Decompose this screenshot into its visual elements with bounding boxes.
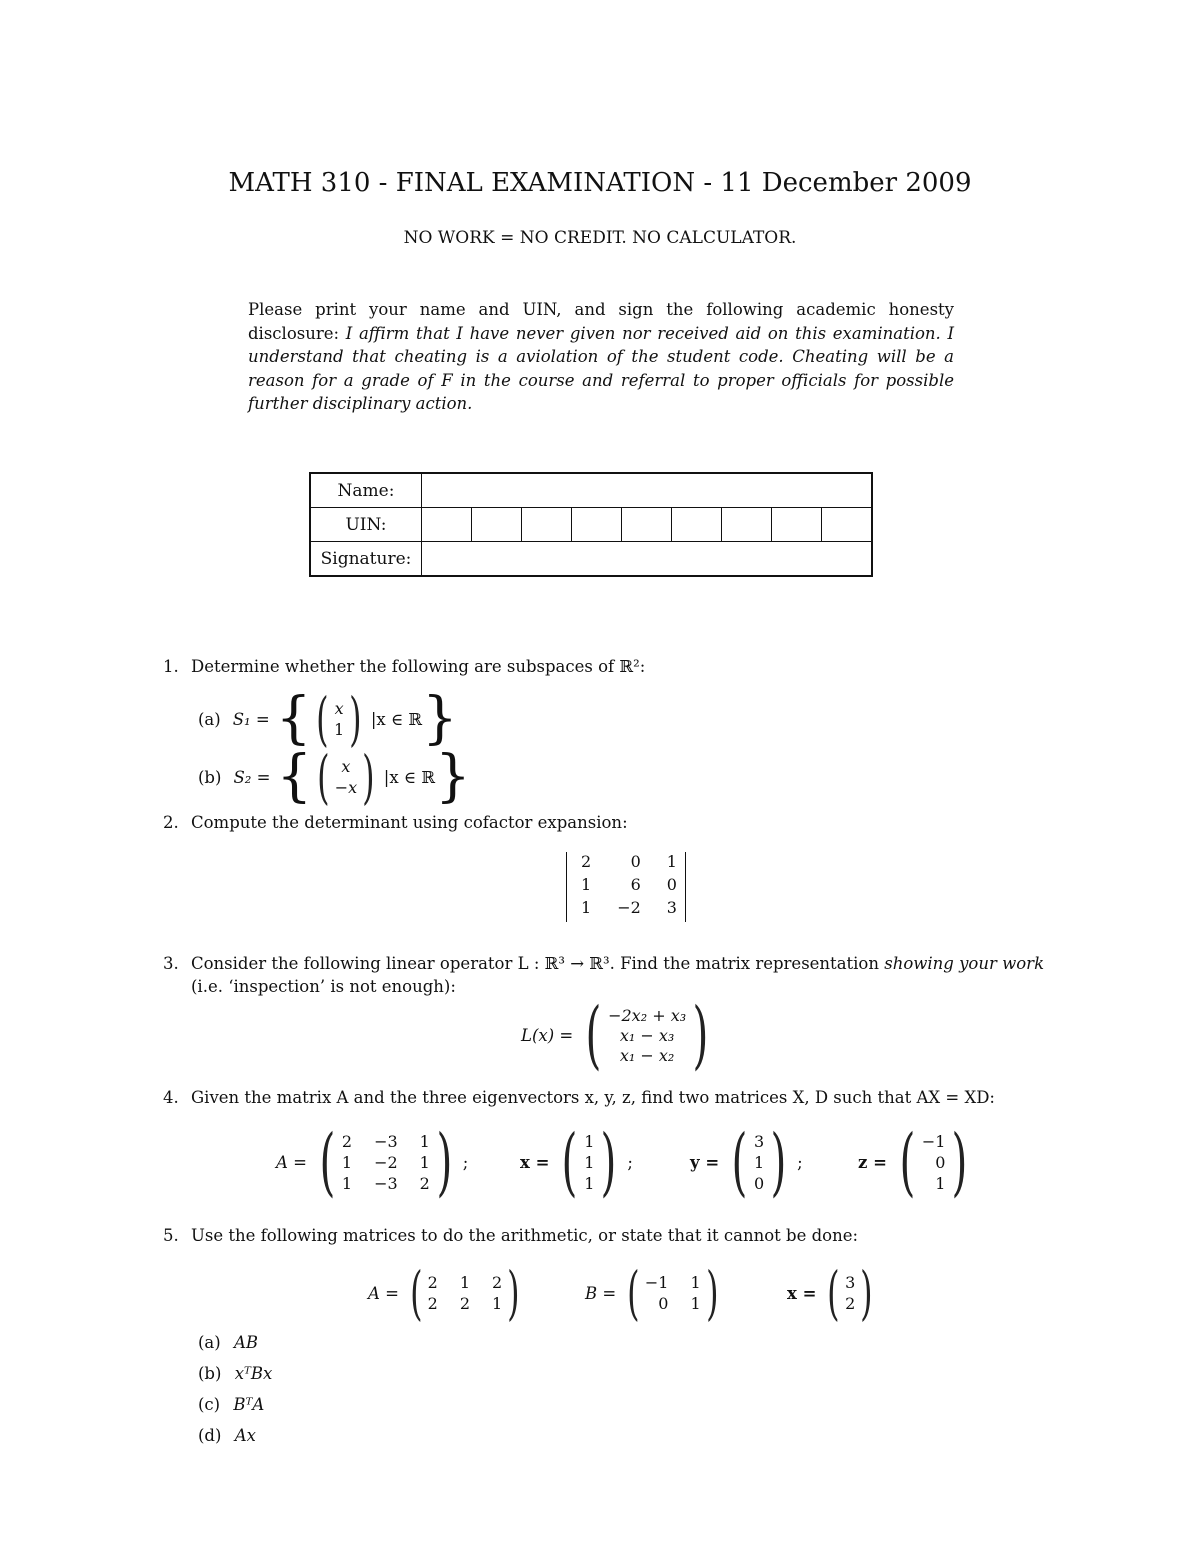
part-label: (d): [198, 1426, 222, 1445]
vector-entry: 0: [935, 1152, 946, 1172]
question-5b: [198, 1364, 272, 1383]
matrix-entry: 6: [630, 875, 641, 894]
part-expression: Ax: [234, 1426, 256, 1445]
vector-entry: 1: [584, 1173, 595, 1193]
question-5d: [198, 1426, 256, 1445]
vector-entry: −2x₂ + x₃: [608, 1005, 687, 1025]
set-condition: |x ∈ ℝ: [370, 709, 423, 729]
exam-title: MATH 310 - FINAL EXAMINATION - 11 December 2009: [228, 168, 972, 198]
matrix-entry: 2: [427, 1273, 438, 1292]
honesty-intro: Please print your name and UIN, and sign the following academic honesty disclosure:: [248, 300, 954, 343]
uin-digit-cell[interactable]: [622, 508, 672, 542]
matrix-label: A =: [276, 1152, 307, 1172]
separator: ;: [627, 1152, 633, 1172]
part-label: (c): [198, 1395, 221, 1414]
uin-digit-cell[interactable]: [522, 508, 572, 542]
question-text: Given the matrix A and the three eigenvectors x, y, z, find two matrices X, D such that AX = XD:: [191, 1088, 995, 1107]
uin-digit-cell[interactable]: [772, 508, 822, 542]
matrix-entry: 1: [419, 1152, 430, 1172]
operator-lhs: L(x) =: [521, 1025, 574, 1045]
eigenvector-z: z = ( −1 0 1 ): [858, 1119, 968, 1205]
vector-entry: 1: [935, 1173, 946, 1193]
matrix-label: B =: [585, 1283, 617, 1303]
vector-entry: 3: [845, 1273, 856, 1292]
part-label: (a): [198, 1333, 221, 1352]
set-lhs: S₁ =: [232, 709, 270, 729]
vector-x-q5: x = ( 3 2 ): [787, 1259, 873, 1327]
matrix-entry: 0: [658, 1294, 669, 1313]
vector-entry: 0: [754, 1173, 765, 1193]
question-text: Compute the determinant using cofactor expansion:: [191, 813, 628, 832]
vector-entry: 1: [584, 1152, 595, 1172]
vector-entry: 1: [754, 1152, 765, 1172]
part-label: (b): [198, 767, 222, 787]
part-label: (a): [198, 709, 221, 729]
matrix-entry: −2: [617, 898, 641, 917]
matrix-entry: 1: [492, 1294, 503, 1313]
left-brace: {: [275, 686, 312, 751]
matrix-entry: −1: [644, 1273, 669, 1292]
question-5a: [198, 1333, 258, 1352]
question-text: Consider the following linear operator L : ℝ³ → ℝ³. Find the matrix representation: [191, 954, 885, 973]
matrix-entry: 2: [492, 1273, 503, 1292]
eigenvector-x: x = ( 1 1 1 ) ;: [520, 1119, 633, 1205]
vector-entry: x₁ − x₃: [619, 1025, 675, 1045]
linear-operator-definition: [521, 992, 715, 1078]
vector-entry: 2: [845, 1294, 856, 1313]
vector: ( x −x ): [317, 743, 375, 811]
question-2: [163, 813, 628, 832]
determinant-matrix: [566, 852, 686, 922]
matrix-entry: 2: [581, 852, 592, 871]
uin-digit-cell[interactable]: [672, 508, 722, 542]
matrix-A-q4: A = ( 2 −3 1 1 −2 1 1 −3 2 ) ;: [276, 1119, 469, 1205]
question-5: [163, 1226, 858, 1245]
matrix-entry: 2: [419, 1173, 430, 1193]
question-3: [163, 954, 1063, 973]
vector-entry: 1: [584, 1131, 595, 1151]
question-number: 3.: [163, 954, 179, 973]
matrix-entry: −3: [374, 1131, 398, 1151]
matrix-entry: 2: [427, 1294, 438, 1313]
part-expression: BᵀA: [233, 1395, 265, 1414]
vector-entry: −x: [334, 778, 358, 797]
uin-label: UIN:: [310, 508, 422, 542]
operator-vector: ( −2x₂ + x₃ x₁ − x₃ x₁ − x₂ ): [585, 992, 709, 1078]
vector-entry: x: [334, 699, 344, 718]
signature-label: Signature:: [310, 542, 422, 577]
matrix-B-q5: B = ( −1 1 0 1 ): [585, 1259, 719, 1327]
matrix-entry: 1: [690, 1294, 701, 1313]
matrix-entry: 1: [341, 1152, 353, 1172]
vector-entry: x₁ − x₂: [619, 1045, 675, 1065]
matrix-entry: 3: [666, 898, 677, 917]
question-1: [163, 657, 645, 676]
question-text: Use the following matrices to do the arithmetic, or state that it cannot be done:: [191, 1226, 859, 1245]
matrix-entry: −3: [374, 1173, 398, 1193]
vector-label: x =: [520, 1152, 550, 1172]
uin-digit-cell[interactable]: [422, 508, 472, 542]
question-4: [163, 1088, 995, 1107]
honesty-disclosure: [248, 298, 954, 416]
matrix-entry: 2: [341, 1131, 353, 1151]
signature-field[interactable]: [422, 542, 873, 577]
matrix-entry: 1: [419, 1131, 430, 1151]
vector-entry: −1: [921, 1131, 946, 1151]
vector-label: x =: [787, 1283, 817, 1303]
vector-entry: 3: [754, 1131, 765, 1151]
uin-digit-cell[interactable]: [722, 508, 772, 542]
right-brace: }: [422, 686, 458, 751]
uin-digit-cell[interactable]: [472, 508, 522, 542]
matrix-entry: 0: [666, 875, 677, 894]
matrix-entry: 0: [630, 852, 641, 871]
part-label: (b): [198, 1364, 222, 1383]
right-brace: }: [435, 744, 471, 809]
matrix-label: A =: [368, 1283, 399, 1303]
eigenvector-y: y = ( 3 1 0 ) ;: [690, 1119, 803, 1205]
question-1b: [198, 743, 471, 811]
exam-instructions: NO WORK = NO CREDIT. NO CALCULATOR.: [403, 228, 797, 248]
matrix-A-q5: A = ( 2 1 2 2 2 1 ): [368, 1259, 520, 1327]
left-brace: {: [276, 744, 313, 809]
question-emphasis: showing your work: [884, 954, 1045, 973]
honesty-statement: I affirm that I have never given nor received aid on this examination. I understand that cheating is a aviolation of the student code. Cheating will be a reason for a grade of F in the course and referral to proper officials for possible further disciplinary action.: [248, 323, 954, 413]
question-text: Determine whether the following are subspaces of ℝ²:: [191, 657, 646, 676]
separator: ;: [462, 1152, 469, 1172]
name-field[interactable]: [422, 473, 873, 508]
uin-digit-cell[interactable]: [572, 508, 622, 542]
part-expression: xᵀBx: [234, 1364, 273, 1383]
question-1a: [198, 685, 458, 753]
part-expression: AB: [233, 1333, 259, 1352]
separator: ;: [797, 1152, 803, 1172]
question-number: 5.: [163, 1226, 179, 1245]
student-info-table: [309, 472, 873, 577]
matrix-entry: 1: [581, 875, 592, 894]
vector-entry: x: [341, 757, 351, 776]
question-number: 2.: [163, 813, 179, 832]
matrix-entry: 1: [581, 898, 592, 917]
set-lhs: S₂ =: [233, 767, 271, 787]
matrix-entry: 1: [666, 852, 677, 871]
matrix-entry: 1: [341, 1173, 353, 1193]
matrix-entry: −2: [374, 1152, 398, 1172]
vector-entry: 1: [334, 720, 345, 739]
question-5c: [198, 1395, 264, 1414]
vector-label: z =: [858, 1152, 887, 1172]
question-3-note: (i.e. ‘inspection’ is not enough):: [191, 977, 456, 996]
uin-digit-cell[interactable]: [822, 508, 873, 542]
vector: ( x 1 ): [316, 685, 362, 753]
matrix-entry: 1: [690, 1273, 701, 1292]
matrix-entry: 2: [459, 1294, 471, 1313]
vector-label: y =: [690, 1152, 720, 1172]
name-label: Name:: [310, 473, 422, 508]
question-number: 4.: [163, 1088, 179, 1107]
question-number: 1.: [163, 657, 179, 676]
set-condition: |x ∈ ℝ: [383, 767, 436, 787]
matrix-entry: 1: [459, 1273, 471, 1292]
